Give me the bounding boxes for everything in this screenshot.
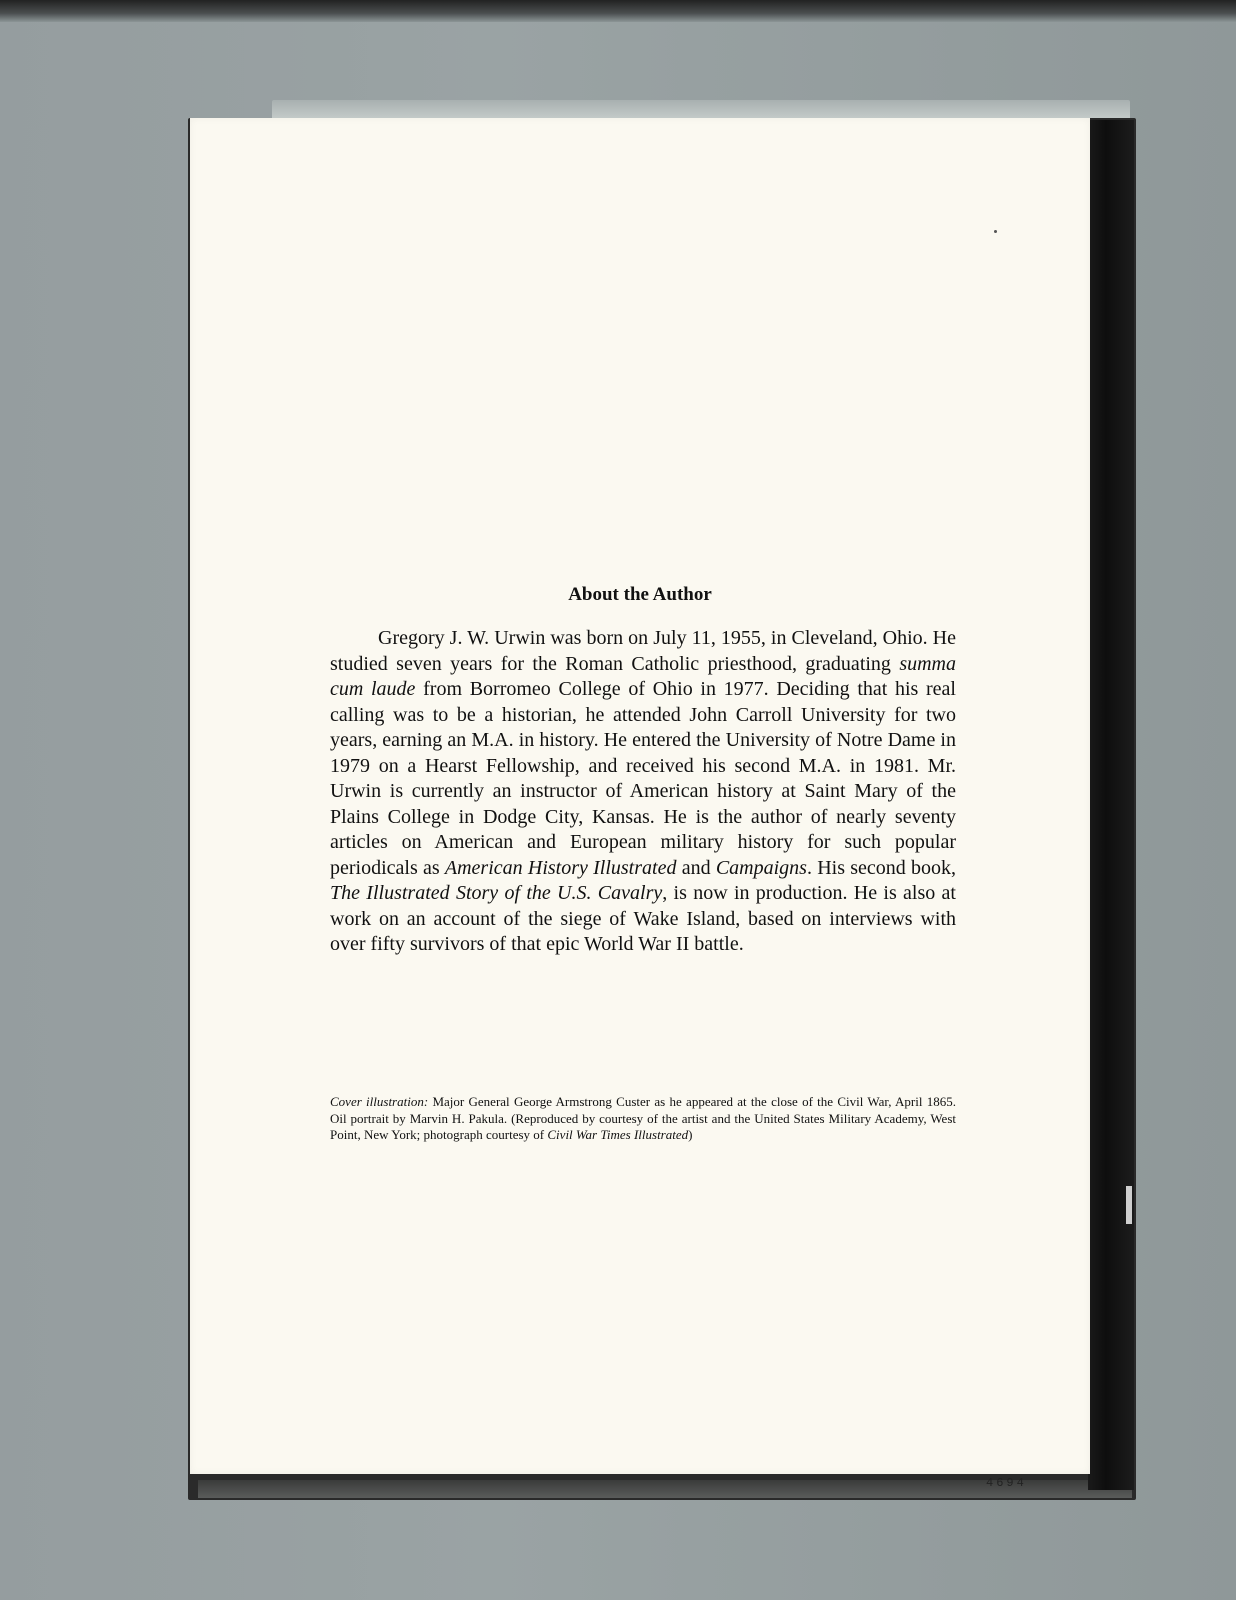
caption-label: Cover illustration: bbox=[330, 1094, 429, 1109]
author-bio bbox=[330, 626, 956, 958]
spine-tab bbox=[1126, 1186, 1132, 1224]
bio-italic-4: The Illustrated Story of the U.S. Cavalry bbox=[330, 882, 663, 904]
bio-text-4: . His second book, bbox=[806, 856, 956, 879]
bio-text-5: , is now in production. He is also at work on an account of the siege of Wake Island, based on interviews with over fifty survivors of that epic World War II battle. bbox=[330, 882, 956, 955]
book-spine bbox=[1088, 120, 1134, 1490]
caption-italic: Civil War Times Illustrated bbox=[547, 1127, 689, 1142]
bio-text-1: Gregory J. W. Urwin was born on July 11, 1955, in Cleveland, Ohio. He studied seven years for the Roman Catholic priesthood, graduating bbox=[330, 627, 956, 675]
caption-text-1: Major General George Armstrong Custer as he appeared at the close of the Civil War, April 1865. Oil portrait by Marvin H. Pakula. (Reproduced by courtesy of the artist and the United States Military Academy, West Point, New York; photograph courtesy of bbox=[330, 1094, 957, 1142]
catalog-number: 4694 bbox=[986, 1476, 1027, 1490]
scanner-top-edge bbox=[0, 0, 1236, 22]
bio-text-2: from Borromeo College of Ohio in 1977. Deciding that his real calling was to be a historian, he attended John Carroll University for two years, earning an M.A. in history. He entered the University of Notre Dame in 1979 on a Hearst Fellowship, and received his second M.A. in 1981. Mr. Urwin is currently an instructor of American history at Saint Mary of the Plains College in Dodge City, Kansas. He is the author of nearly seventy articles on American and European military history for such popular periodicals as bbox=[330, 678, 956, 879]
bio-text-3: and bbox=[676, 856, 716, 879]
paper-speck bbox=[994, 230, 997, 233]
bio-italic-1: summa cum laude bbox=[330, 652, 956, 700]
about-author-heading: About the Author bbox=[568, 584, 712, 605]
caption-text-2: ) bbox=[688, 1127, 693, 1142]
bio-italic-3: Campaigns bbox=[715, 856, 807, 879]
bio-italic-2: American History Illustrated bbox=[444, 856, 677, 879]
cover-illustration-caption bbox=[330, 1094, 956, 1144]
back-cover-page bbox=[190, 118, 1090, 1490]
